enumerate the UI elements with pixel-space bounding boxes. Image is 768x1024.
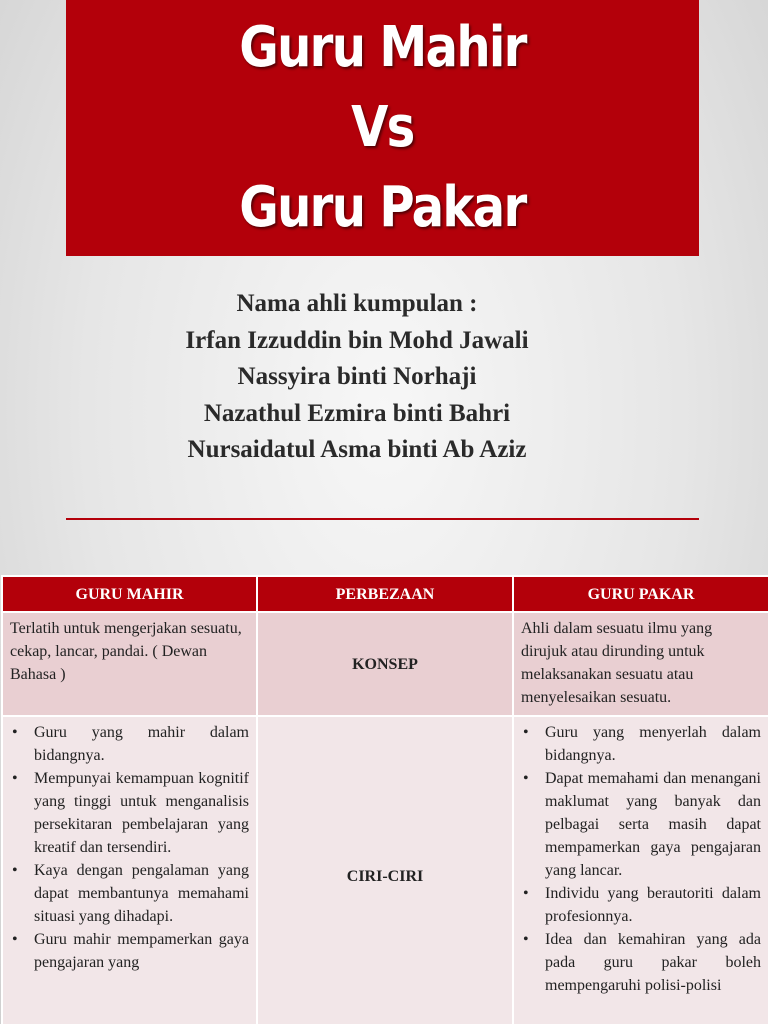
title-line-2: Vs bbox=[351, 95, 414, 160]
ciri-guru-mahir bbox=[2, 716, 257, 1024]
member-name: Nursaidatul Asma binti Ab Aziz bbox=[187, 436, 527, 463]
ciri-label: CIRI-CIRI bbox=[257, 716, 513, 1024]
member-name: Nassyira binti Norhaji bbox=[237, 363, 477, 390]
header-guru-mahir: GURU MAHIR bbox=[2, 576, 257, 612]
member-name: Irfan Izzuddin bin Mohd Jawali bbox=[185, 326, 529, 354]
list-item: • Guru yang mahir dalam bidangnya. bbox=[10, 721, 249, 767]
title-line-1: Guru Mahir bbox=[239, 15, 526, 80]
list-item: • Idea dan kemahiran yang ada pada guru pakar boleh mempengaruhi polisi-polisi bbox=[521, 928, 761, 997]
list-item: • Guru yang menyerlah dalam bidangnya. bbox=[521, 721, 761, 767]
table-header-row bbox=[2, 576, 768, 612]
group-members bbox=[66, 286, 648, 469]
konsep-guru-mahir: Terlatih untuk mengerjakan sesuatu, cekap, lancar, pandai. ( Dewan Bahasa ) bbox=[2, 612, 257, 716]
list-item: • Mempunyai kemampuan kognitif yang tinggi untuk menganalisis persekitaran pembelajaran yang kreatif dan tersendiri. bbox=[10, 767, 249, 859]
title-line-3: Guru Pakar bbox=[239, 175, 526, 240]
list-item: • Individu yang berautoriti dalam profesionnya. bbox=[521, 882, 761, 928]
header-guru-pakar: GURU PAKAR bbox=[513, 576, 768, 612]
comparison-table bbox=[1, 575, 768, 1024]
table-row-konsep bbox=[2, 612, 768, 716]
ciri-guru-pakar-list bbox=[521, 721, 761, 997]
konsep-label: KONSEP bbox=[257, 612, 513, 716]
list-item: • Dapat memahami dan menangani maklumat yang banyak dan pelbagai serta masih dapat mempamerkan gaya pengajaran yang lancar. bbox=[521, 767, 761, 882]
konsep-guru-pakar: Ahli dalam sesuatu ilmu yang dirujuk atau dirunding untuk melaksanakan sesuatu atau menyelesaikan sesuatu. bbox=[513, 612, 768, 716]
divider-line bbox=[66, 518, 699, 520]
title-banner bbox=[66, 0, 699, 256]
members-heading: Nama ahli kumpulan : bbox=[236, 290, 478, 317]
member-name: Nazathul Ezmira binti Bahri bbox=[203, 399, 511, 427]
ciri-guru-mahir-list bbox=[10, 721, 249, 974]
list-item: • Kaya dengan pengalaman yang dapat membantunya memahami situasi yang dihadapi. bbox=[10, 859, 249, 928]
list-item: • Guru mahir mempamerkan gaya pengajaran yang bbox=[10, 928, 249, 974]
ciri-guru-pakar bbox=[513, 716, 768, 1024]
table-row-ciri-ciri bbox=[2, 716, 768, 1024]
header-perbezaan: PERBEZAAN bbox=[257, 576, 513, 612]
